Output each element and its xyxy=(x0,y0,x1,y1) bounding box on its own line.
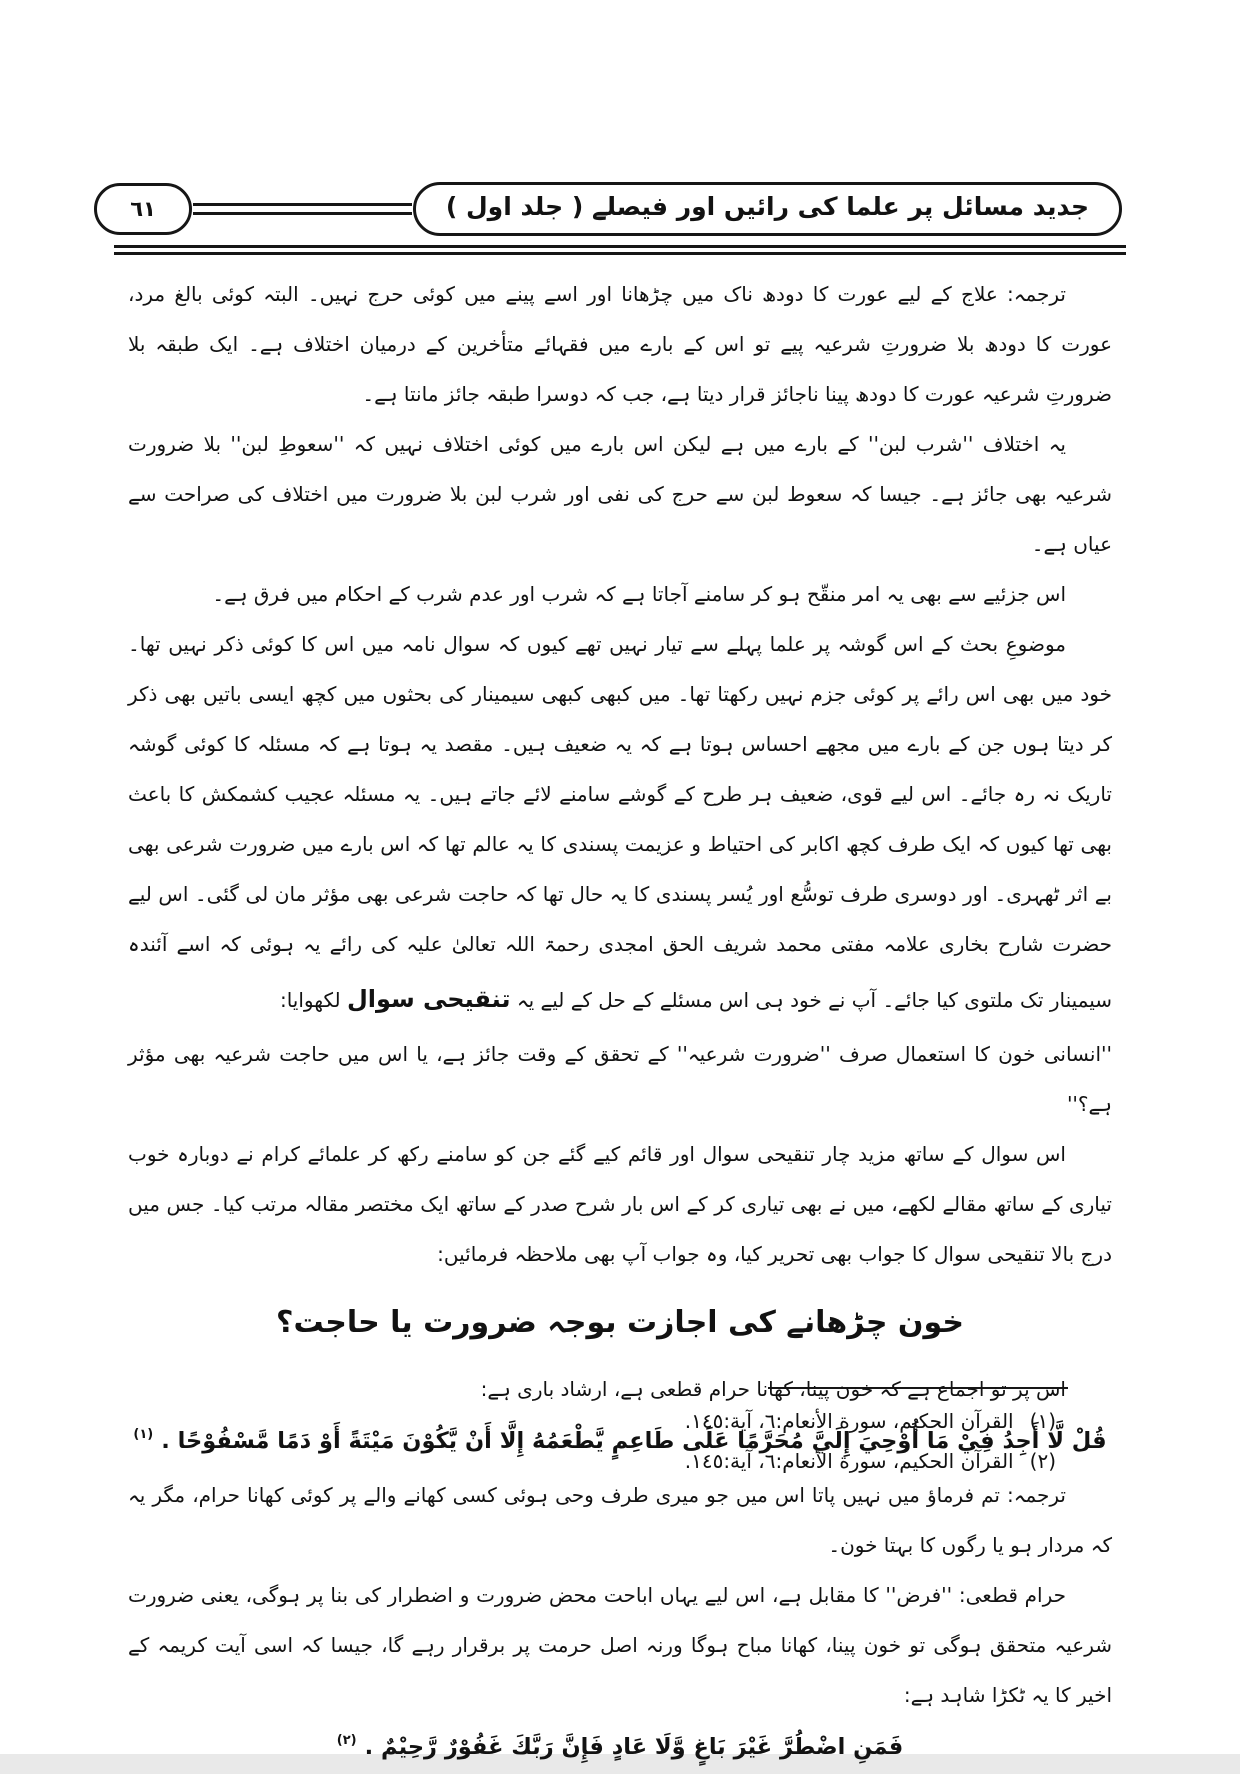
paragraph-juziya: اس جزئیے سے بھی یہ امر منقّح ہو کر سامنے آجاتا ہے کہ شرب اور عدم شرب کے احکام میں فرق ہے۔ xyxy=(212,582,1066,606)
footnote-marker-2: (٢) xyxy=(336,1732,357,1748)
verse-2-text: فَمَنِ اضْطُرَّ غَيْرَ بَاغٍ وَّلَا عَادٍ فَإِنَّ رَبَّكَ غَفُوْرٌ رَّحِيْمٌ . xyxy=(364,1733,904,1760)
paragraph-seminar-background xyxy=(128,619,1112,1029)
paragraph-translation-1: ترجمہ: علاج کے لیے عورت کا دودھ ناک میں چڑھانا اور اسے پینے میں کوئی حرج نہیں۔ البتہ کوئی بالغ مرد، عورت کا دودھ بلا ضرورتِ شرعیہ پیے تو اس کے بارے میں فقہائے متأخرین کے درمیان اختلاف ہے۔ ایک طبقہ بلا ضرورتِ شرعیہ عورت کا دودھ پینا ناجائز قرار دیتا ہے، جب کہ دوسرا طبقہ جائز مانتا ہے۔ xyxy=(128,282,1112,406)
verse-1-text: قُلْ لَّا أَجِدُ فِيْ مَا أُوْحِيَ إِلَيَّ مُحَرَّمًا عَلَى طَاعِمٍ يَّطْعَمُهُ إِلَّا أَنْ يَّكُوْنَ مَيْتَةً أَوْ دَمًا مَّسْفُوْحًا . xyxy=(161,1428,1107,1454)
paragraph-translation-2: ترجمہ: تم فرماؤ میں نہیں پاتا اس میں جو میری طرف وحی ہوئی کسی کھانے والے پر کوئی کھانا حرام، مگر یہ کہ مردار ہو یا رگوں کا بہتا خون۔ xyxy=(128,1482,1112,1557)
footnote-2-marker: (٢) xyxy=(1029,1449,1056,1473)
page-number: ٦١ xyxy=(130,197,156,221)
paragraph-ijma: اس پر تو اجماع ہے کہ خون پینا، کھانا حرام قطعی ہے، ارشاد باری ہے: xyxy=(480,1377,1066,1401)
paragraph-seminar-text: موضوعِ بحث کے اس گوشہ پر علما پہلے سے تیار نہیں تھے کیوں کہ سوال نامہ میں اس کا کوئی ذکر نہیں تھا۔ خود میں بھی اس رائے پر کوئی جزم نہیں رکھتا تھا۔ میں کبھی کبھی سیمینار کی بحثوں میں کچھ ایسی باتیں بھی ذکر کر دیتا ہوں جن کے بارے میں مجھے احساس ہوتا ہے کہ یہ ضعیف ہیں۔ مقصد یہ ہوتا ہے کہ مسئلہ کا کوئی گوشہ تاریک نہ رہ جائے۔ اس لیے قوی، ضعیف ہر طرح کے گوشے سامنے لائے جاتے ہیں۔ یہ مسئلہ عجیب کشمکش کا باعث بھی تھا کیوں کہ ایک طرف کچھ اکابر کی احتیاط و عزیمت پسندی کا یہ عالم تھا کہ اس بارے میں ضرورت شرعی بھی بے اثر ٹھہری۔ اور دوسری طرف توسُّع اور یُسر پسندی کا یہ حال تھا کہ حاجت شرعی بھی مؤثر مان لی گئی۔ اس لیے حضرت شارح بخاری علامہ مفتی محمد شریف الحق امجدی رحمۃ اللہ تعالیٰ علیہ کی رائے یہ ہوئی کہ اسے آئندہ سیمینار تک ملتوی کیا جائے۔ آپ نے خود ہی اس مسئلے کے حل کے لیے یہ xyxy=(128,632,1112,1012)
section-heading-blood-transfusion: خون چڑھانے کی اجازت بوجہ ضرورت یا حاجت؟ xyxy=(276,1305,964,1340)
footnote-1-text: القرآن الحكيم، سورة الأنعام:٦، آية:١٤٥. xyxy=(684,1409,1014,1433)
page-content xyxy=(128,182,1112,1760)
page-number-badge xyxy=(94,183,192,235)
footnote-marker-1: (١) xyxy=(133,1427,154,1442)
bold-phrase-tanqihi-sawal: تنقیحی سوال xyxy=(346,985,511,1013)
header-connector-rule xyxy=(193,203,412,215)
footnote-1-marker: (١) xyxy=(1029,1409,1056,1433)
book-title-box xyxy=(413,182,1122,237)
book-title: جدید مسائل پر علما کی رائیں اور فیصلے ( جلد اول ) xyxy=(445,191,1089,221)
paragraph-sharb-laban: یہ اختلاف ''شرب لبن'' کے بارے میں ہے لیکن اس بارے میں کوئی اختلاف نہیں کہ ''سعوطِ لبن'' بلا ضرورت شرعیہ بھی جائز ہے۔ جیسا کہ سعوط لبن سے حرج کی نفی اور شرب لبن بلا ضرورت میں اختلاف کی صراحت سے عیاں ہے۔ xyxy=(128,432,1112,556)
paragraph-seminar-tail: لکھوایا: xyxy=(279,988,341,1012)
footnote-2-text: القرآن الحكيم، سورة الأنعام:٦، آية:١٤٥. xyxy=(684,1449,1014,1473)
paragraph-haram-qatai: حرام قطعی: ''فرض'' کا مقابل ہے، اس لیے یہاں اباحت محض ضرورت و اضطرار کی بنا پر ہوگی، یعنی ضرورت شرعیہ متحقق ہوگی تو خون پینا، کھانا مباح ہوگا ورنہ اصل حرمت پر برقرار رہے گا، جیسا کہ اسی آیت کریمہ کے اخیر کا یہ ٹکڑا شاہد ہے: xyxy=(128,1582,1112,1707)
paragraph-four-more-questions: اس سوال کے ساتھ مزید چار تنقیحی سوال اور قائم کیے گئے جن کو سامنے رکھ کر علمائے کرام نے دوبارہ خوب تیاری کے ساتھ مقالے لکھے، میں نے بھی تیاری کر کے اس بار شرح صدر کے ساتھ ایک مختصر مقالہ مرتب کیا۔ جس میں درج بالا تنقیحی سوال کا جواب بھی تحریر کیا، وہ جواب آپ بھی ملاحظہ فرمائیں: xyxy=(128,1142,1112,1266)
quran-verse-2 xyxy=(128,1722,1112,1774)
header-divider-rule xyxy=(114,245,1126,255)
quoted-tanqihi-question: ''انسانی خون کا استعمال صرف ''ضرورت شرعیہ'' کے تحقق کے وقت جائز ہے، یا اس میں حاجت شرعیہ بھی مؤثر ہے؟'' xyxy=(128,1042,1112,1116)
page-header xyxy=(94,182,1122,236)
